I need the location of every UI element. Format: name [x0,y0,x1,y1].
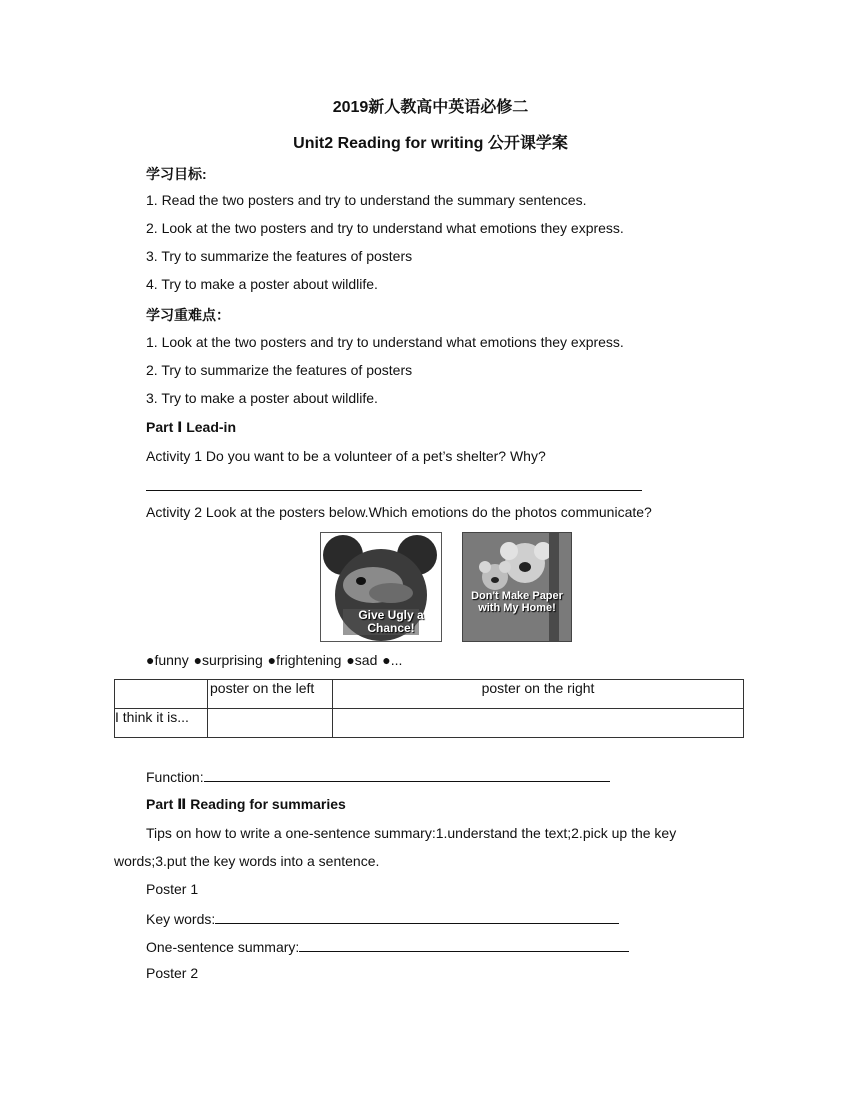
objective-item: 3. Try to summarize the features of posters [146,248,413,264]
document-subtitle: Unit2 Reading for writing 公开课学案 [293,135,568,152]
tips-line2: words;3.put the key words into a sentence. [114,853,380,869]
table-header-right: poster on the right [333,680,744,709]
activity2-text: Activity 2 Look at the posters below.Which emotions do the photos communicate? [146,504,652,520]
poster-left-image [320,532,442,642]
poster2-label: Poster 2 [146,965,199,981]
key-point-item: 3. Try to make a poster about wildlife. [146,390,378,406]
poster-right-image [462,532,572,642]
activity1-text: Activity 1 Do you want to be a volunteer of a pet’s shelter? Why? [146,448,546,464]
summary-blank[interactable] [299,937,629,952]
poster-left-caption: Give Ugly a Chance! [358,608,424,635]
objective-item: 4. Try to make a poster about wildlife. [146,276,378,292]
table-row-label: I think it is... [115,709,208,738]
table-row [115,709,744,738]
summary-label: One-sentence summary: [146,939,300,955]
key-points-heading: 学习重难点： [146,307,230,323]
poster1-label: Poster 1 [146,881,199,897]
objectives-heading: 学习目标: [146,166,207,182]
part2-heading: Part Ⅱ Reading for summaries [146,796,346,812]
document-title: 2019新人教高中英语必修二 [332,99,529,116]
key-point-item: 2. Try to summarize the features of posters [146,362,413,378]
key-point-item: 1. Look at the two posters and try to understand what emotions they express. [146,334,624,350]
part1-heading: Part Ⅰ Lead-in [146,419,237,435]
function-label: Function: [146,769,204,785]
emotion-options: ●funny ●surprising ●frightening ●sad ●... [146,652,403,668]
function-line[interactable] [146,767,610,785]
activity1-answer-line[interactable] [146,476,642,494]
summary-line[interactable] [146,937,629,955]
keywords-line[interactable] [146,909,619,927]
poster-right-caption: Don't Make Paper with My Home! [471,590,563,614]
objective-item: 2. Look at the two posters and try to understand what emotions they express. [146,220,624,236]
table-header-empty [115,680,208,709]
emotion-table [114,679,744,738]
table-row [115,680,744,709]
answer-cell-right[interactable] [333,709,744,738]
tips-line1: Tips on how to write a one-sentence summary:1.understand the text;2.pick up the key [146,825,677,841]
keywords-label: Key words: [146,911,216,927]
table-header-left: poster on the left [208,680,333,709]
keywords-blank[interactable] [215,909,619,924]
function-blank[interactable] [204,767,610,782]
answer-cell-left[interactable] [208,709,333,738]
objective-item: 1. Read the two posters and try to understand the summary sentences. [146,192,587,208]
koala-poster-graphic [463,533,571,641]
